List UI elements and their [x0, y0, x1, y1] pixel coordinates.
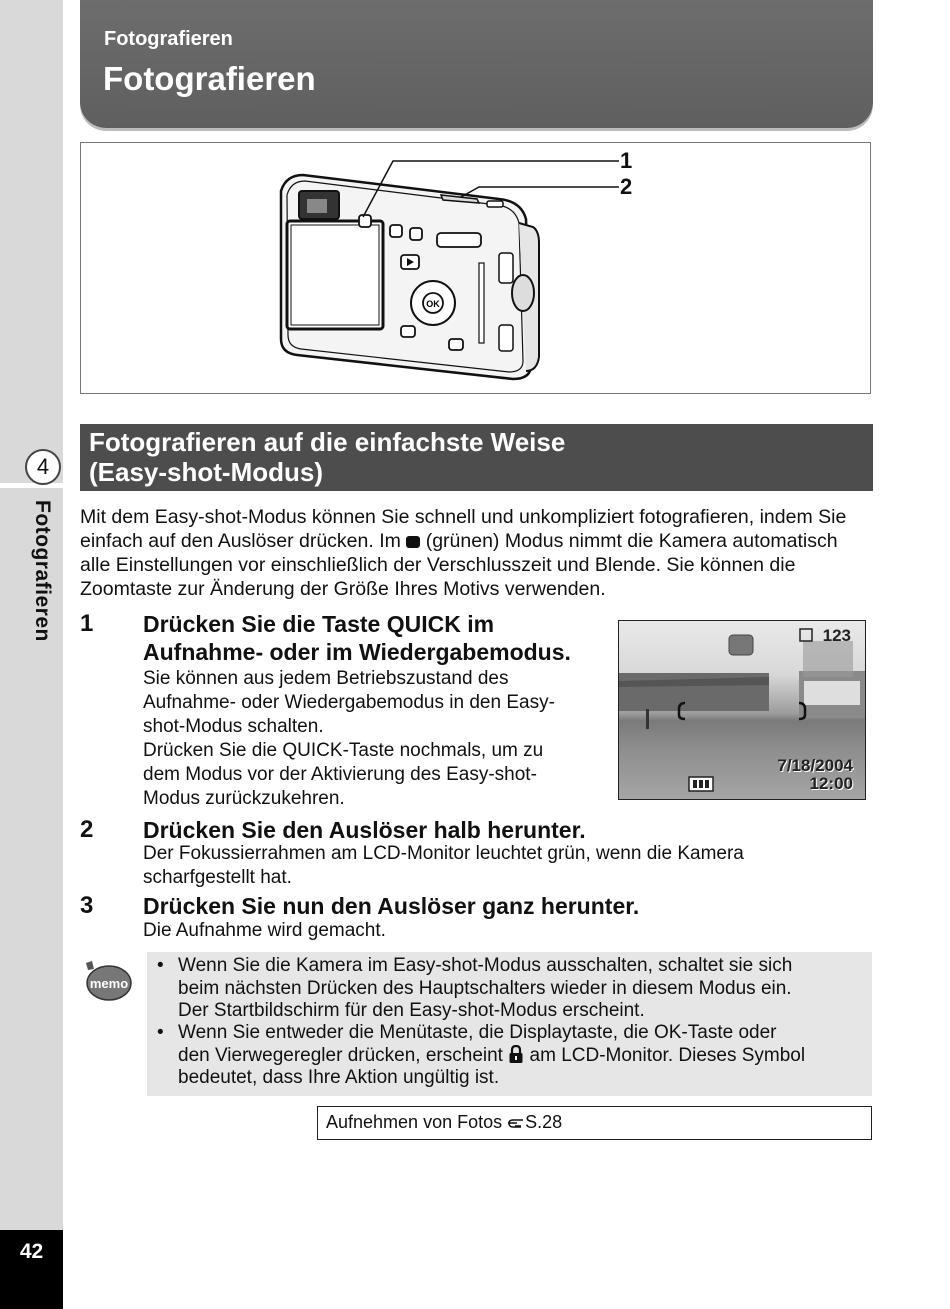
memo-item-2-line [178, 1045, 868, 1068]
step-2-body-line: Der Fokussierrahmen am LCD-Monitor leuchtet grün, wenn die Kamera [143, 843, 744, 864]
step-3-heading: Drücken Sie nun den Auslöser ganz herunter. [143, 893, 640, 919]
step-1-body-line: Modus zurückzukehren. [143, 788, 345, 809]
step-1-body-line: Aufnahme- oder Wiedergabemodus in den Easy- [143, 692, 555, 713]
section-title-line2: (Easy-shot-Modus) [89, 457, 323, 487]
memo-item-2-line: Wenn Sie entweder die Menütaste, die Displaytaste, die OK-Taste oder [178, 1022, 777, 1043]
step-2-body-line: scharfgestellt hat. [143, 867, 292, 888]
step-2-body [143, 842, 744, 890]
callout-2: 2 [620, 174, 633, 199]
section-heading [80, 424, 873, 491]
shots-remaining: 123 [822, 626, 851, 645]
lock-icon [508, 1045, 524, 1064]
step-1-heading-line1: Drücken Sie die Taste QUICK im [143, 611, 495, 637]
step-1-body-line: Sie können aus jedem Betriebszustand des [143, 668, 509, 689]
section-title-line1: Fotografieren auf die einfachste Weise [89, 427, 566, 457]
step-2-number: 2 [80, 816, 94, 843]
chapter-number: 4 [25, 449, 61, 485]
memo-item-1-line: Wenn Sie die Kamera im Easy-shot-Modus ausschalten, schaltet sie sich [178, 955, 793, 976]
page-title: Fotografieren [103, 60, 316, 97]
easy-shot-mode-icon [406, 536, 420, 548]
header-subtitle: Fotografieren [104, 28, 233, 50]
page-header [80, 0, 873, 128]
memo-item-2-line: bedeutet, dass Ihre Aktion ungültig ist. [178, 1067, 500, 1088]
lcd-date: 7/18/2004 [777, 756, 853, 775]
memo-bullet: • [157, 1022, 164, 1043]
memo-item-2 [178, 1022, 868, 1090]
memo-item-1-line: beim nächsten Drücken des Hauptschalters wieder in diesem Modus ein. [178, 977, 792, 999]
reference-text: Aufnehmen von Fotos [326, 1112, 503, 1132]
lcd-datetime [777, 757, 853, 793]
step-1-body-line: shot-Modus schalten. [143, 716, 324, 737]
section-title [89, 427, 565, 487]
step-1-body [143, 667, 555, 811]
memo-item-2-text: am LCD-Monitor. Dieses Symbol [529, 1044, 806, 1066]
cross-reference[interactable] [326, 1112, 562, 1133]
side-bar [0, 0, 63, 1309]
intro-text-2: (grünen) Modus nimmt die Kamera automatisch alle Einstellungen vor einschließlich der Verschlusszeit und Blende. Sie können die Zoomtaste zur Änderung der Größe Ihres Motivs verwenden. [80, 530, 838, 600]
chapter-label: Fotografieren [31, 500, 54, 642]
step-1-heading [143, 610, 571, 666]
camera-illustration [81, 143, 870, 393]
intro-text-1: Mit dem Easy-shot-Modus können Sie schnell und unkompliziert fotografieren, indem Sie einfach auf den Auslöser drücken. Im [80, 506, 847, 552]
page-number: 42 [19, 1240, 44, 1263]
memo-bullet: • [157, 955, 164, 976]
lcd-time: 12:00 [809, 774, 853, 793]
memo-icon-label: memo [89, 976, 129, 991]
pointing-hand-icon [507, 1117, 525, 1129]
step-1-body-line: dem Modus vor der Aktivierung des Easy-shot- [143, 764, 537, 785]
step-3-body [143, 919, 386, 943]
callout-1: 1 [620, 148, 633, 173]
step-1-heading-line2: Aufnahme- oder im Wiedergabemodus. [143, 639, 571, 665]
svg-text:OK: OK [426, 299, 440, 309]
camera-illustration-frame [80, 142, 871, 394]
step-3-body-line: Die Aufnahme wird gemacht. [143, 920, 386, 941]
lcd-screen-illustration [618, 620, 866, 800]
step-3-number: 3 [80, 892, 94, 919]
memo-item-1 [178, 955, 868, 1023]
step-2-heading: Drücken Sie den Auslöser halb herunter. [143, 817, 586, 843]
reference-page: S.28 [525, 1112, 563, 1132]
chapter-tab [0, 483, 63, 488]
cross-reference-box [317, 1106, 872, 1140]
memo-item-1-line: Der Startbildschirm für den Easy-shot-Modus erscheint. [178, 1000, 645, 1021]
memo-icon [82, 957, 132, 1003]
intro-paragraph [80, 505, 870, 601]
step-1-body-line: Drücken Sie die QUICK-Taste nochmals, um zu [143, 740, 544, 761]
step-1-number: 1 [80, 610, 94, 637]
memo-item-2-text: den Vierwegeregler drücken, erscheint [178, 1044, 503, 1066]
